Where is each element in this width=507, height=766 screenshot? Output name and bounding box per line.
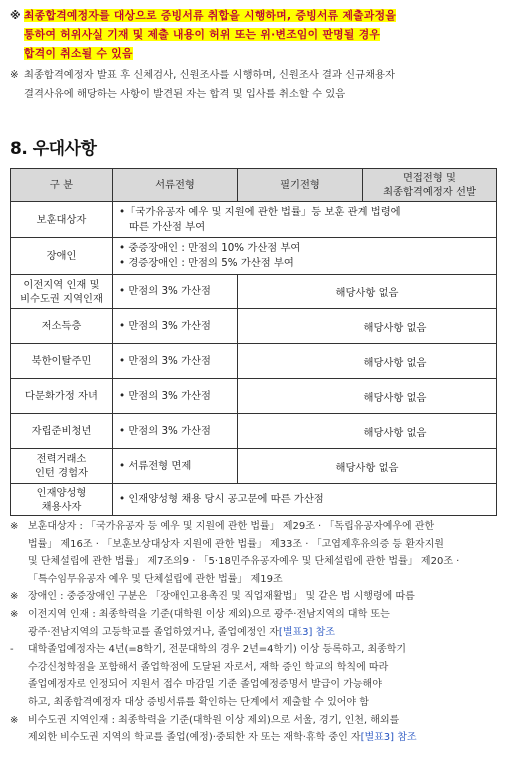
row-benefit: • 인재양성형 채용 당시 공고문에 따른 가산점 [113,484,497,516]
row-category: 다문화가정 자녀 [11,379,113,414]
selection-notice [10,6,498,104]
row-benefit: • 만점의 3% 가산점 [113,344,238,379]
footnotes [10,518,496,747]
row-benefit: • 서류전형 면제 [113,449,238,484]
row-category: 인재양성형 채용사자 [11,484,113,516]
row-category: 이전지역 인재 및 비수도권 지역인재 [11,275,113,309]
table-row [11,275,497,309]
row-category: 보훈대상자 [11,202,113,238]
row-benefit: •「국가유공자 예우 및 지원에 관한 법률」등 보훈 관계 법령에 따른 가산점 부여 [113,202,497,238]
header-interview: 면접전형 및 최종합격예정자 선발 [363,169,497,202]
row-category: 저소득층 [11,309,113,344]
row-benefit: • 만점의 3% 가산점 [113,414,238,449]
header-written: 필기전형 [238,169,363,202]
table-row [11,414,497,449]
section-title: 8. 우대사항 [10,139,97,159]
plain-notice-text: 최종합격예정자 발표 후 신체검사, 신원조사를 시행하며, 신원조사 결과 신규채용자 [24,69,395,81]
table-row [11,379,497,414]
row-not-applicable: 해당사항 없음 [238,309,497,344]
table-row [11,484,497,516]
table-row [11,449,497,484]
row-benefit: • 만점의 3% 가산점 [113,379,238,414]
table-header-row [11,169,497,202]
table-row [11,238,497,275]
row-category: 장애인 [11,238,113,275]
row-benefit: • 만점의 3% 가산점 [113,309,238,344]
highlight-text: 최종합격예정자를 대상으로 증빙서류 취합을 시행하며, 증빙서류 제출과정을 [24,9,397,22]
note-veterans: ※ 보훈대상자 : 「국가유공자 등 예우 및 지원에 관한 법률」 제29조 · 「독립유공자예우에 관한 법률」 제16조 · 「보훈보상대상자 지원에 관한 법률」 제33조 · 「고엽제후유의증 등 환자지원 및 단체설립에 관한 법률」 제7조의9 · 「5·18민주유공자예우 및 단체설립에 관한 법률」 제20조 · 「특수임무유공자 예우 및 단체설립에 관한 법률」 제19조 [10,521,460,585]
note-disabled: ※ 장애인 : 중증장애인 구분은 「장애인고용촉진 및 직업재활법」 및 같은 법 시행령에 따름 [10,591,415,603]
note-non-capital-talent: ※ 비수도권 지역인재 : 최종학력을 기준(대학원 이상 제외)으로 서울, 경기, 인천, 해외를 제외한 비수도권 지역의 학교를 졸업(예정)·중퇴한 자 또는 재학·휴학 중인 자[별표3] 참조 [10,714,417,744]
header-category: 구 분 [11,169,113,202]
plain-notice [10,66,498,104]
row-not-applicable: 해당사항 없음 [238,449,497,484]
note-graduate-expected: - 대학졸업예정자는 4년(=8학기, 전문대학의 경우 2년=4학기) 이상 등록하고, 최종학기 수강신청학점을 포함해서 졸업학점에 도달된 자로서, 재학 증인 학교의 학칙에 따라 졸업예정자로 인정되어 지원서 접수 마감일 기준 졸업예정증명서 발급이 가능해야 하고, 최종합격예정자 대상 증빙서류를 확인하는 단계에서 제출할 수 있어야 함 [10,644,407,708]
row-category: 자립준비청년 [11,414,113,449]
highlight-text: 통하여 허위사실 기재 및 제출 내용이 허위 또는 위·변조임이 판명될 경우 [24,28,381,41]
table-row [11,309,497,344]
row-not-applicable: 해당사항 없음 [238,275,497,309]
table-row [11,202,497,238]
preference-table [10,168,497,516]
row-category: 북한이탈주민 [11,344,113,379]
row-benefit: • 만점의 3% 가산점 [113,275,238,309]
appendix-reference-link[interactable]: [별표3] 참조 [278,626,335,638]
table-row [11,344,497,379]
header-document: 서류전형 [113,169,238,202]
plain-notice-text: 결격사유에 해당하는 사항이 발견된 자는 합격 및 입사를 취소할 수 있음 [24,88,346,100]
appendix-reference-link[interactable]: [별표3] 참조 [360,732,417,744]
row-not-applicable: 해당사항 없음 [238,414,497,449]
reference-mark: ※ [10,69,19,81]
highlight-notice-line-3 [10,44,498,63]
highlight-notice-line-1 [10,6,498,25]
row-benefit: • 중증장애인 : 만점의 10% 가산점 부여 • 경증장애인 : 만점의 5% 가산점 부여 [113,238,497,275]
reference-mark: ※ [10,9,21,22]
row-not-applicable: 해당사항 없음 [238,344,497,379]
note-relocation-talent: ※ 이전지역 인재 : 최종학력을 기준(대학원 이상 제외)으로 광주·전남지역의 대학 또는 광주·전남지역의 고등학교를 졸업하였거나, 졸업예정인 자[별표3] 참조 [10,608,390,638]
row-not-applicable: 해당사항 없음 [238,379,497,414]
row-category: 전력거래소 인턴 경험자 [11,449,113,484]
highlight-text: 합격이 취소될 수 있음 [24,47,133,60]
highlight-notice-line-2 [10,25,498,44]
